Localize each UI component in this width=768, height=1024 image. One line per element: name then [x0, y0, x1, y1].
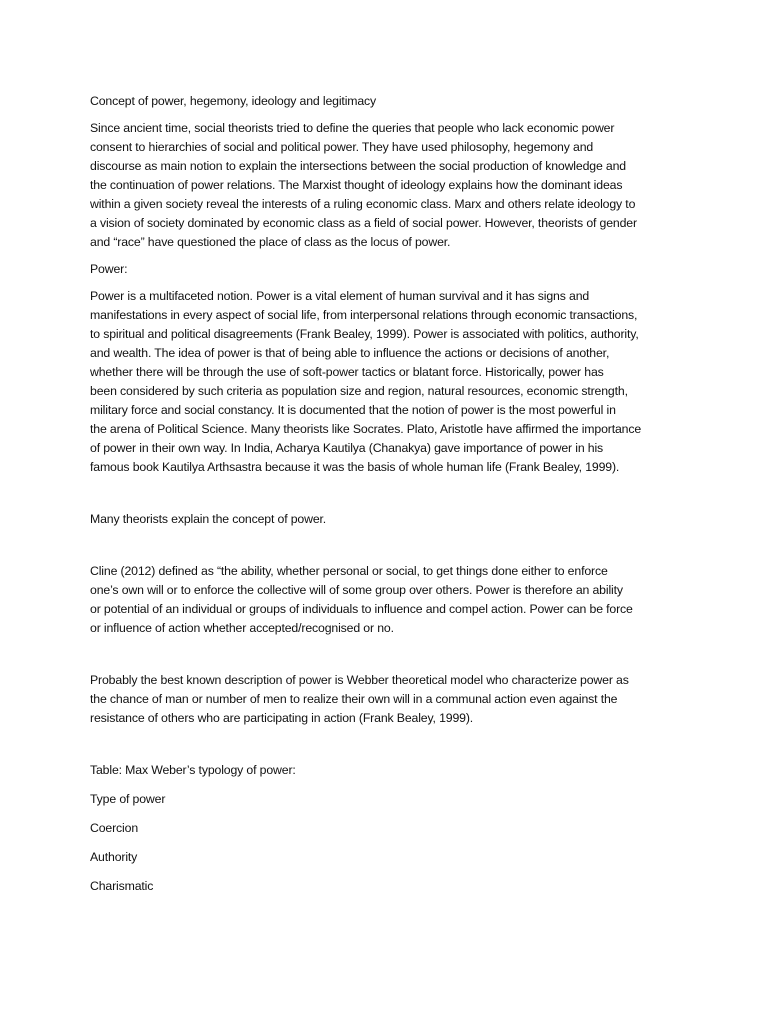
text-line: whether there will be through the use of soft-power tactics or blatant force. Historically, power has: [90, 365, 604, 379]
text-line: been considered by such criteria as population size and region, natural resources, economic strength,: [90, 384, 628, 398]
text-line: Probably the best known description of power is Webber theoretical model who characterize power as: [90, 673, 629, 687]
text-line: military force and social constancy. It is documented that the notion of power is the most powerful in: [90, 403, 616, 417]
text-line: a vision of society dominated by economic class as a field of social power. However, theorists of gender: [90, 216, 637, 230]
table-caption: Table: Max Weber’s typology of power:: [90, 763, 296, 777]
text-line: within a given society reveal the interests of a ruling economic class. Marx and others relate ideology to: [90, 197, 636, 211]
text-line: famous book Kautilya Arthsastra because it was the basis of whole human life (Frank Bealey, 1999).: [90, 460, 620, 474]
table-header-type-of-power: Type of power: [90, 792, 166, 806]
text-line: Power is a multifaceted notion. Power is a vital element of human survival and it has signs and: [90, 289, 590, 303]
text-line: discourse as main notion to explain the intersections between the social production of knowledge and: [90, 159, 626, 173]
text-line: of power in their own way. In India, Acharya Kautilya (Chanakya) gave importance of power in his: [90, 441, 604, 455]
table-row-charismatic: Charismatic: [90, 879, 154, 893]
text-line: Cline (2012) defined as “the ability, whether personal or social, to get things done either to enforce: [90, 564, 608, 578]
text-line: the arena of Political Science. Many theorists like Socrates. Plato, Aristotle have affirmed the importance: [90, 422, 642, 436]
text-line: consent to hierarchies of social and political power. They have used philosophy, hegemony and: [90, 140, 594, 154]
text-line: manifestations in every aspect of social life, from interpersonal relations through economic transactions,: [90, 308, 638, 322]
power-heading: Power:: [90, 262, 128, 276]
power-paragraph: [90, 287, 688, 477]
text-line: the chance of man or number of men to realize their own will in a communal action even against the: [90, 692, 618, 706]
text-line: or influence of action whether accepted/recognised or no.: [90, 621, 394, 635]
table-row-coercion: Coercion: [90, 821, 139, 835]
text-line: Since ancient time, social theorists tried to define the queries that people who lack economic power: [90, 121, 615, 135]
document-title: Concept of power, hegemony, ideology and legitimacy: [90, 94, 377, 108]
cline-paragraph: [90, 562, 688, 638]
text-line: and wealth. The idea of power is that of being able to influence the actions or decisions of another,: [90, 346, 610, 360]
text-line: resistance of others who are participating in action (Frank Bealey, 1999).: [90, 711, 474, 725]
webber-paragraph: [90, 671, 688, 728]
text-line: the continuation of power relations. The Marxist thought of ideology explains how the dominant ideas: [90, 178, 623, 192]
text-line: one’s own will or to enforce the collective will of some group over others. Power is therefore an ability: [90, 583, 623, 597]
table-row-authority: Authority: [90, 850, 138, 864]
intro-paragraph: [90, 119, 688, 252]
text-line: or potential of an individual or groups of individuals to influence and compel action. Power can be force: [90, 602, 633, 616]
many-theorists-line: Many theorists explain the concept of power.: [90, 512, 327, 526]
text-line: and “race” have questioned the place of class as the locus of power.: [90, 235, 451, 249]
text-line: to spiritual and political disagreements (Frank Bealey, 1999). Power is associated with politics, authority,: [90, 327, 639, 341]
